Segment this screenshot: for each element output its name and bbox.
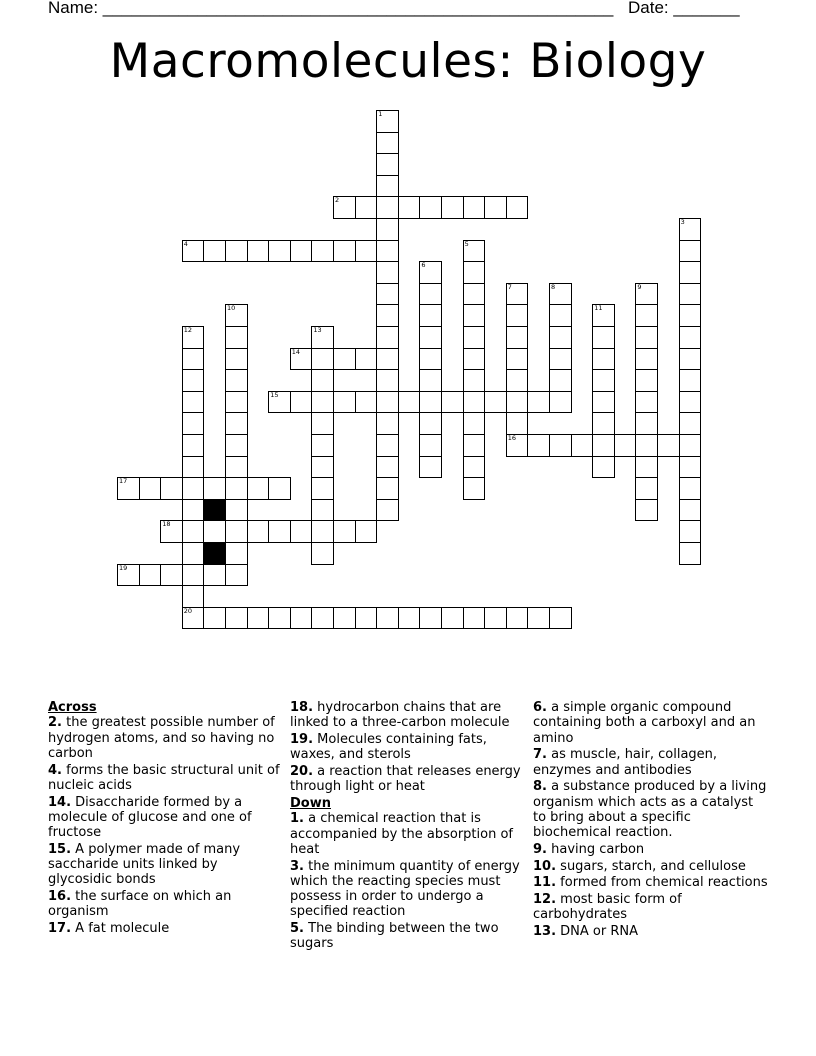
crossword-cell[interactable] [311,607,334,630]
crossword-cell[interactable] [419,434,442,457]
crossword-cell[interactable] [419,261,442,284]
crossword-cell[interactable] [463,477,486,500]
crossword-cell[interactable] [376,175,399,198]
crossword-cell[interactable] [376,456,399,479]
crossword-cell[interactable] [333,607,356,630]
crossword-cell[interactable] [463,456,486,479]
crossword-cell[interactable] [290,391,313,414]
crossword-cell[interactable] [463,348,486,371]
clue-across-4: 4. forms the basic structural unit of nucleic acids [48,762,280,793]
clue-across-20: 20. a reaction that releases energy through light or heat [290,763,521,795]
crossword-cell[interactable] [247,520,270,543]
crossword-cell[interactable] [419,456,442,479]
crossword-cell[interactable] [549,348,572,371]
crossword-cell[interactable] [355,348,378,371]
cell-number: 14 [291,347,301,356]
crossword-cell[interactable] [311,240,334,263]
crossword-cell[interactable] [549,326,572,349]
crossword-cell[interactable] [635,326,658,349]
crossword-cell[interactable] [506,283,529,306]
crossword-cell[interactable] [139,564,162,587]
crossword-cell[interactable] [333,348,356,371]
crossword-cell[interactable] [225,434,248,457]
cell-number: 8 [551,282,556,291]
crossword-cell[interactable] [463,412,486,435]
cell-number: 12 [183,326,193,334]
crossword-cell[interactable] [182,326,205,349]
crossword-cell[interactable] [311,369,334,392]
clue-down-9: 9. having carbon [533,841,645,857]
cell-number: 16 [507,434,517,442]
crossword-cell[interactable] [527,391,550,414]
crossword-block [203,499,226,522]
crossword-cell[interactable] [571,434,594,457]
crossword-cell[interactable] [527,607,550,630]
cell-number: 2 [335,196,340,205]
crossword-cell[interactable] [182,477,205,500]
crossword-cell[interactable] [679,261,702,284]
crossword-cell[interactable] [614,434,637,457]
crossword-cell[interactable] [635,391,658,414]
crossword-cell[interactable] [506,434,529,457]
crossword-cell[interactable] [463,607,486,630]
crossword-cell[interactable] [225,564,248,587]
crossword-cell[interactable] [203,520,226,543]
crossword-cell[interactable] [160,564,183,587]
crossword-cell[interactable] [182,348,205,371]
clue-across-19: 19. Molecules containing fats, waxes, and sterols [290,731,487,763]
crossword-cell[interactable] [463,283,486,306]
crossword-cell[interactable] [419,391,442,414]
clue-down-3: 3. the minimum quantity of energy which the reacting species must possess in order to undergo a specified reaction [290,858,520,920]
clues-column-2 [290,700,526,953]
crossword-cell[interactable] [182,564,205,587]
crossword-cell[interactable] [225,348,248,371]
cell-number: 6 [421,261,426,270]
crossword-cell[interactable] [463,261,486,284]
crossword-cell[interactable] [463,304,486,327]
crossword-cell[interactable] [225,607,248,630]
crossword-cell[interactable] [311,412,334,435]
crossword-cell[interactable] [679,542,702,565]
crossword-cell[interactable] [592,348,615,371]
crossword-cell[interactable] [355,391,378,414]
crossword-cell[interactable] [506,326,529,349]
crossword-cell[interactable] [376,218,399,241]
crossword-cell[interactable] [268,240,291,263]
crossword-cell[interactable] [225,412,248,435]
crossword-cell[interactable] [527,434,550,457]
crossword-cell[interactable] [376,499,399,522]
clue-down-6: 6. a simple organic compound containing both a carboxyl and an amino [533,700,756,746]
crossword-cell[interactable] [592,391,615,414]
crossword-cell[interactable] [679,369,702,392]
clue-down-8: 8. a substance produced by a living organism which acts as a catalyst to bring about a specific biochemical reaction. [533,779,767,841]
crossword-cell[interactable] [635,304,658,327]
crossword-cell[interactable] [247,240,270,263]
cell-number: 19 [119,563,128,572]
crossword-cell[interactable] [182,520,205,543]
crossword-cell[interactable] [549,369,572,392]
crossword-cell[interactable] [398,607,421,630]
crossword-cell[interactable] [311,477,334,500]
cell-number: 9 [637,282,642,291]
crossword-cell[interactable] [441,391,464,414]
crossword-cell[interactable] [333,391,356,414]
crossword-cell[interactable] [376,391,399,414]
crossword-cell[interactable] [117,477,140,500]
crossword-cell[interactable] [463,369,486,392]
crossword-cell[interactable] [139,477,162,500]
crossword-cell[interactable] [592,304,615,327]
crossword-cell[interactable] [182,542,205,565]
crossword-cell[interactable] [311,434,334,457]
crossword-cell[interactable] [225,520,248,543]
cell-number: 18 [162,520,171,529]
crossword-cell[interactable] [225,499,248,522]
crossword-cell[interactable] [506,607,529,630]
crossword-cell[interactable] [376,326,399,349]
crossword-cell[interactable] [484,391,507,414]
clue-down-5: 5. The binding between the two sugars [290,921,499,952]
crossword-cell[interactable] [182,240,205,263]
crossword-cell[interactable] [311,456,334,479]
crossword-cell[interactable] [225,304,248,327]
crossword-cell[interactable] [463,391,486,414]
clue-down-10: 10. sugars, starch, and cellulose [533,858,746,874]
crossword-cell[interactable] [182,585,205,608]
page-title: Macromolecules: Biology [109,34,707,89]
cell-number: 3 [680,218,685,226]
cell-number: 15 [270,390,279,399]
crossword-cell[interactable] [311,542,334,565]
crossword-cell[interactable] [268,391,291,414]
crossword-cell[interactable] [419,369,442,392]
crossword-cell[interactable] [203,240,226,263]
crossword-cell[interactable] [311,499,334,522]
crossword-cell[interactable] [376,477,399,500]
clue-down-1: 1. a chemical reaction that is accompanied by the absorption of heat [290,811,513,857]
crossword-cell[interactable] [117,564,140,587]
crossword-cell[interactable] [182,434,205,457]
date-field-label: Date: _______ [628,0,740,17]
crossword-cell[interactable] [311,326,334,349]
crossword-cell[interactable] [635,499,658,522]
crossword-cell[interactable] [635,434,658,457]
crossword-cell[interactable] [679,240,702,263]
crossword-cell[interactable] [549,434,572,457]
crossword-cell[interactable] [506,304,529,327]
cell-number: 20 [183,606,193,615]
crossword-cell[interactable] [592,434,615,457]
crossword-cell[interactable] [376,283,399,306]
crossword-cell[interactable] [635,412,658,435]
cell-number: 7 [507,282,512,291]
crossword-cell[interactable] [506,412,529,435]
crossword-cell[interactable] [247,477,270,500]
crossword-cell[interactable] [419,304,442,327]
crossword-cell[interactable] [225,391,248,414]
crossword-cell[interactable] [376,607,399,630]
clue-across-2: 2. the greatest possible number of hydrogen atoms, and so having no carbon [48,715,275,761]
crossword-cell[interactable] [679,434,702,457]
crossword-cell[interactable] [376,434,399,457]
clue-across-17: 17. A fat molecule [48,921,170,937]
crossword-cell[interactable] [376,240,399,263]
crossword-cell[interactable] [679,304,702,327]
crossword-cell[interactable] [376,196,399,219]
crossword-cell[interactable] [376,261,399,284]
crossword-cell[interactable] [506,196,529,219]
crossword-cell[interactable] [398,391,421,414]
crossword-cell[interactable] [247,607,270,630]
crossword-cell[interactable] [419,348,442,371]
crossword-cell[interactable] [679,218,702,241]
crossword-cell[interactable] [290,607,313,630]
crossword-cell[interactable] [635,456,658,479]
crossword-cell[interactable] [376,348,399,371]
crossword-cell[interactable] [419,196,442,219]
crossword-cell[interactable] [635,369,658,392]
crossword-block [203,542,226,565]
crossword-cell[interactable] [311,348,334,371]
crossword-cell[interactable] [225,456,248,479]
crossword-cell[interactable] [484,607,507,630]
down-heading: Down [290,795,331,811]
crossword-cell[interactable] [679,520,702,543]
crossword-cell[interactable] [592,326,615,349]
crossword-cell[interactable] [225,240,248,263]
crossword-cell[interactable] [679,348,702,371]
crossword-cell[interactable] [441,196,464,219]
clue-down-7: 7. as muscle, hair, collagen, enzymes and antibodies [533,747,718,778]
crossword-cell[interactable] [376,304,399,327]
clue-down-12: 12. most basic form of carbohydrates [533,891,682,923]
crossword-cell[interactable] [635,283,658,306]
crossword-cell[interactable] [398,196,421,219]
crossword-cell[interactable] [419,283,442,306]
crossword-cell[interactable] [679,283,702,306]
crossword-cell[interactable] [203,607,226,630]
crossword-cell[interactable] [290,240,313,263]
crossword-cell[interactable] [419,607,442,630]
crossword-cell[interactable] [657,434,680,457]
crossword-cell[interactable] [225,542,248,565]
crossword-cell[interactable] [225,477,248,500]
crossword-cell[interactable] [203,564,226,587]
across-heading: Across [48,700,97,715]
cell-number: 1 [378,110,383,118]
crossword-cell[interactable] [160,520,183,543]
clues-column-3 [533,700,769,941]
cell-number: 13 [313,326,322,334]
crossword-cell[interactable] [268,607,291,630]
name-field-label: Name: ______________________________________________________ [48,0,614,17]
crossword-cell[interactable] [592,456,615,479]
crossword-cell[interactable] [679,391,702,414]
cell-number: 17 [119,477,128,486]
crossword-cell[interactable] [355,196,378,219]
crossword-cell[interactable] [419,326,442,349]
crossword-cell[interactable] [549,304,572,327]
crossword-cell[interactable] [225,369,248,392]
crossword-cell[interactable] [225,326,248,349]
clue-down-13: 13. DNA or RNA [533,923,639,939]
clue-across-18: 18. hydrocarbon chains that are linked to a three-carbon molecule [290,700,510,731]
crossword-cell[interactable] [355,240,378,263]
crossword-cell[interactable] [182,391,205,414]
clue-across-16: 16. the surface on which an organism [48,889,232,920]
crossword-cell[interactable] [182,369,205,392]
crossword-cell[interactable] [506,369,529,392]
crossword-cell[interactable] [635,348,658,371]
crossword-cell[interactable] [311,520,334,543]
crossword-cell[interactable] [635,477,658,500]
crossword-cell[interactable] [182,456,205,479]
crossword-cell[interactable] [290,520,313,543]
crossword-cell[interactable] [463,240,486,263]
crossword-cell[interactable] [376,412,399,435]
crossword-cell[interactable] [419,412,442,435]
crossword-cell[interactable] [268,477,291,500]
clue-across-15: 15. A polymer made of many saccharide units linked by glycosidic bonds [48,841,241,888]
crossword-cell[interactable] [376,110,399,133]
cell-number: 5 [464,239,469,248]
crossword-cell[interactable] [549,607,572,630]
crossword-cell[interactable] [333,520,356,543]
crossword-cell[interactable] [182,607,205,630]
crossword-cell[interactable] [182,412,205,435]
crossword-cell[interactable] [463,196,486,219]
crossword-cell[interactable] [484,196,507,219]
crossword-cell[interactable] [549,391,572,414]
crossword-cell[interactable] [376,369,399,392]
crossword-cell[interactable] [376,153,399,176]
crossword-cell[interactable] [376,132,399,155]
crossword-cell[interactable] [592,412,615,435]
crossword-cell[interactable] [463,434,486,457]
cell-number: 4 [183,239,188,248]
crossword-cell[interactable] [182,499,205,522]
crossword-cell[interactable] [679,456,702,479]
crossword-cell[interactable] [268,520,291,543]
crossword-cell[interactable] [592,369,615,392]
crossword-cell[interactable] [549,283,572,306]
clue-down-11: 11. formed from chemical reactions [533,875,768,891]
cell-number: 10 [227,304,236,313]
crossword-cell[interactable] [506,348,529,371]
crossword-cell[interactable] [203,477,226,500]
clue-across-14: 14. Disaccharide formed by a molecule of glucose and one of fructose [48,794,252,841]
cell-number: 11 [594,304,603,313]
crossword-cell[interactable] [679,477,702,500]
crossword-cell[interactable] [355,520,378,543]
crossword-cell[interactable] [506,391,529,414]
crossword-cell[interactable] [679,412,702,435]
clues-column-1 [48,700,280,938]
crossword-cell[interactable] [333,196,356,219]
crossword-cell[interactable] [333,240,356,263]
crossword-cell[interactable] [355,607,378,630]
crossword-cell[interactable] [679,499,702,522]
crossword-cell[interactable] [290,348,313,371]
crossword-cell[interactable] [441,607,464,630]
crossword-cell[interactable] [463,326,486,349]
crossword-cell[interactable] [160,477,183,500]
crossword-cell[interactable] [311,391,334,414]
crossword-cell[interactable] [679,326,702,349]
